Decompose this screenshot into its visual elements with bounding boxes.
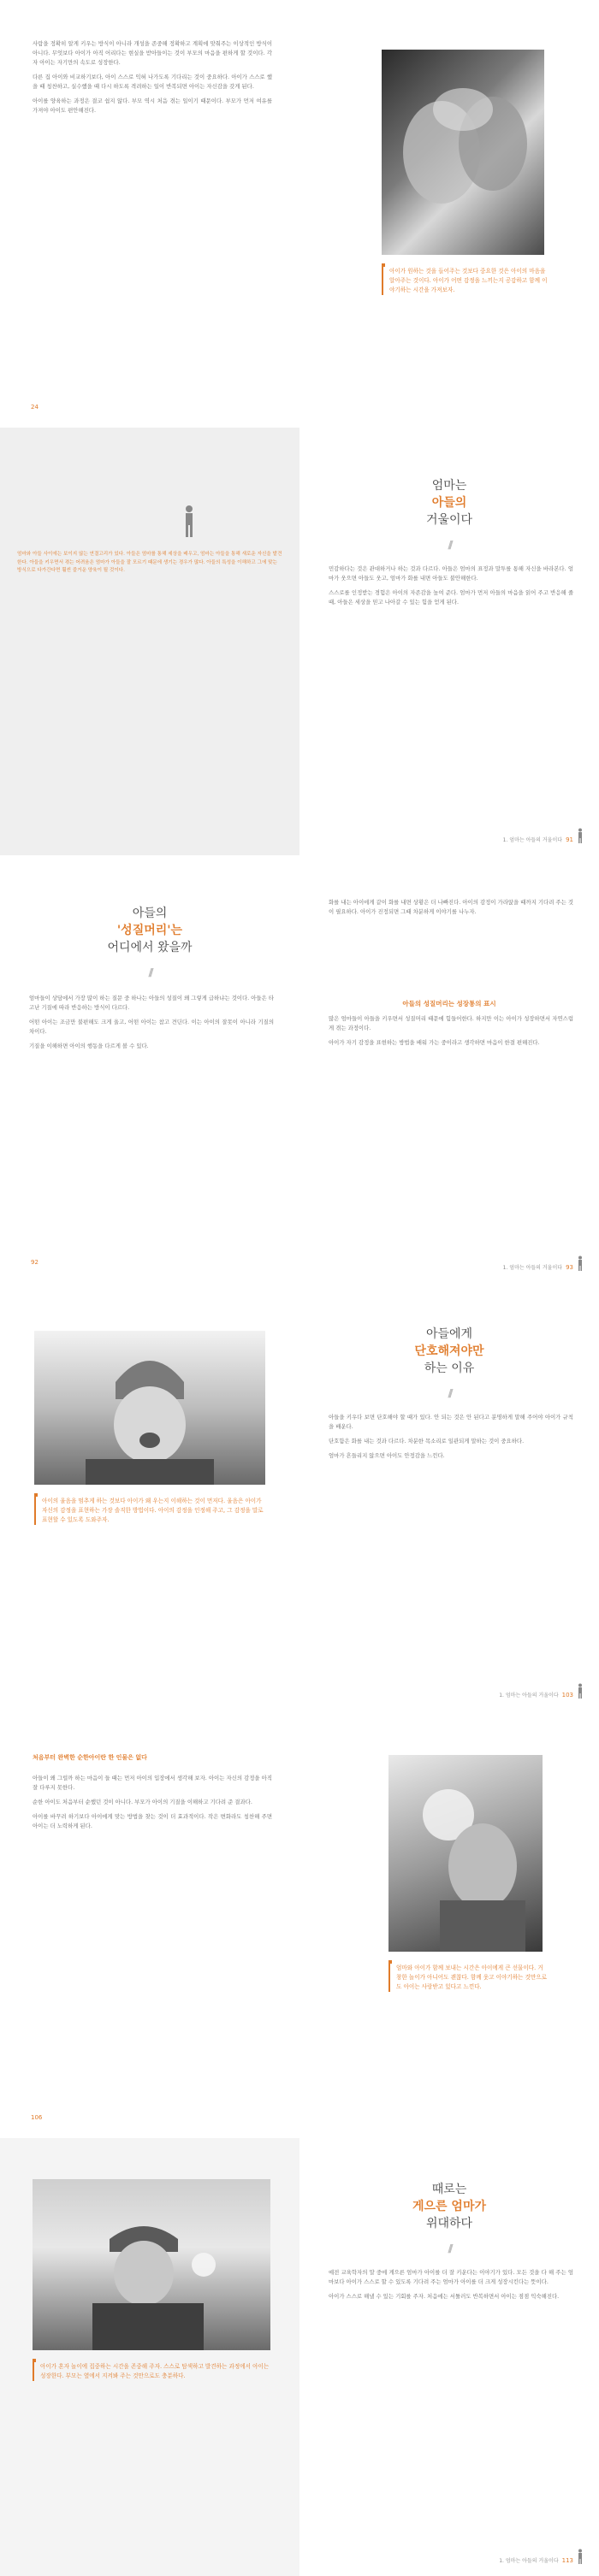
body-text	[33, 1774, 272, 1836]
paragraph: 예전 교육학자의 말 중에 게으른 엄마가 아이를 더 잘 키운다는 이야기가 있다. 모든 것을 다 해 주는 엄마보다 아이가 스스로 할 수 있도록 기다려 주는 엄마가 아이를 더 크게 성장시킨다는 뜻이다.	[329, 2269, 573, 2285]
body-text	[329, 2268, 573, 2307]
chapter-title	[0, 905, 300, 956]
title-line-3: 어디에서 왔을까	[107, 941, 193, 954]
page-113	[300, 2138, 599, 2576]
page-number: 92	[31, 1259, 39, 1266]
page-number: 91	[566, 836, 573, 843]
footer-text: 1. 엄마는 아들의 거울이다	[502, 837, 563, 843]
body-text	[33, 39, 272, 121]
person-figure-icon	[577, 828, 584, 843]
photo-child-blowing-dandelion	[33, 2179, 270, 2350]
paragraph: 기질을 이해하면 아이의 행동을 다르게 볼 수 있다.	[29, 1043, 149, 1049]
chapter-title	[300, 477, 599, 529]
person-figure-icon	[577, 1683, 584, 1699]
slash-ornament: ///	[448, 539, 451, 551]
photo-caption: 아이의 울음을 멈추게 하는 것보다 아이가 왜 우는지 이해하는 것이 먼저다. 울음은 아이가 자신의 감정을 표현하는 가장 솔직한 방법이다. 아이의 감정을 인정해 주고, 그 감정을 말로 표현할 수 있도록 도와주자.	[34, 1497, 265, 1525]
title-line-2: 아들의	[431, 496, 467, 510]
sub-heading: 아들의 성질머리는 성장통의 표시	[402, 1000, 496, 1007]
page-footer	[503, 828, 584, 843]
section-heading: 처음부터 완벽한 순한아이란 한 인물은 없다	[33, 1754, 147, 1761]
page-number: 93	[566, 1264, 573, 1271]
paragraph: 아이가 스스로 해낼 수 있는 기회를 주자. 처음에는 서툴러도 반복하면서 아이는 점점 익숙해진다.	[329, 2293, 560, 2300]
paragraph: 많은 엄마들이 아들을 키우면서 성질머리 때문에 힘들어한다. 하지만 이는 아이가 성장하면서 자연스럽게 겪는 과정이다.	[329, 1015, 573, 1031]
body-text	[329, 1413, 573, 1466]
paragraph: 화를 내는 아이에게 같이 화를 내면 상황은 더 나빠진다. 아이의 감정이 가라앉을 때까지 기다려 주는 것이 필요하다. 아이가 진정되면 그때 차분하게 이야기를 나누자.	[329, 899, 573, 915]
title-line-3: 위대하다	[425, 2217, 473, 2230]
page-number: 113	[561, 2557, 573, 2564]
person-figure-icon	[577, 1256, 584, 1271]
body-text-top	[329, 898, 573, 922]
photo-illustration	[388, 1755, 543, 1952]
footer-text: 1. 엄마는 아들의 거울이다	[502, 1265, 563, 1271]
slash-ornament: ///	[448, 2242, 451, 2254]
page-103	[300, 1283, 599, 1710]
paragraph: 순한 아이도 처음부터 순했던 것이 아니다. 부모가 아이의 기질을 이해하고 기다려 준 결과다.	[33, 1799, 252, 1805]
paragraph: 엄마들이 상담에서 가장 많이 하는 질문 중 하나는 아들의 성질이 왜 그렇게 급하냐는 것이다. 아들은 타고난 기질에 따라 반응하는 방식이 다르다.	[29, 995, 274, 1011]
page-112	[0, 2138, 300, 2576]
paragraph: 사람을 정확히 알게 키우는 방식이 아니라 개성을 존중해 정확하고 계획에 맞춰주는 이상적인 방식이 아니다. 무엇보다 아이가 아직 어리다는 현실을 받아들이는 것이 부모의 마음을 편하게 할 것이다. 각자 아이는 자기만의 속도로 성장한다.	[33, 40, 272, 66]
spread-5	[0, 1710, 599, 2138]
slash-ornament: ///	[448, 1387, 451, 1399]
paragraph: 아이를 양육하는 과정은 결코 쉽지 않다. 부모 역시 처음 겪는 일이기 때문이다. 부모가 먼저 여유를 가져야 아이도 편안해진다.	[33, 97, 272, 114]
photo-illustration	[33, 2179, 270, 2350]
body-text-bottom	[329, 1014, 573, 1053]
page-91	[300, 428, 599, 855]
paragraph: 어떤 아이는 조금만 불편해도 크게 울고, 어떤 아이는 참고 견딘다. 이는 아이의 잘못이 아니라 기질의 차이다.	[29, 1019, 274, 1035]
title-line-2: 단호해져야만	[414, 1344, 484, 1358]
intro-text: 엄마와 아들 사이에는 보이지 않는 연결고리가 있다. 아들은 엄마를 통해 세상을 배우고, 엄마는 아들을 통해 새로운 자신을 발견한다. 아들을 키우면서 겪는 어려움은 엄마가 아들을 잘 모르기 때문에 생기는 경우가 많다. 아들의 특성을 이해하고 그에 맞는 방식으로 다가간다면 훨씬 즐거운 양육이 될 것이다.	[17, 552, 282, 573]
spread-4	[0, 1283, 599, 1710]
person-figure-icon	[577, 2549, 584, 2564]
spread-3	[0, 855, 599, 1283]
page-footer	[499, 2549, 584, 2564]
footer-text: 1. 엄마는 아들의 거울이다	[499, 1693, 559, 1699]
paragraph: 민감하다는 것은 관대하거나 하는 것과 다르다. 아들은 엄마의 표정과 말투를 통해 자신을 바라본다. 엄마가 웃으면 아들도 웃고, 엄마가 화를 내면 아들도 불안해한다.	[329, 565, 573, 582]
chapter-title	[300, 1326, 599, 1377]
person-figure-icon	[181, 505, 197, 539]
page-107	[300, 1710, 599, 2138]
title-line-2: '성질머리'는	[116, 924, 183, 937]
footer-text: 1. 엄마는 아들의 거울이다	[499, 2558, 559, 2564]
spread-6	[0, 2138, 599, 2576]
page-25	[300, 0, 599, 428]
photo-child-with-flower	[388, 1755, 543, 1952]
page-footer	[503, 1256, 584, 1271]
page-number: 24	[31, 404, 39, 411]
page-footer	[499, 1683, 584, 1699]
paragraph: 아들이 왜 그럴까 하는 마음이 들 때는 먼저 아이의 입장에서 생각해 보자. 아이는 자신의 감정을 아직 잘 다루지 못한다.	[33, 1775, 272, 1791]
paragraph: 아이를 바꾸려 하기보다 아이에게 맞는 방법을 찾는 것이 더 효과적이다. 작은 변화라도 칭찬해 주면 아이는 더 노력하게 된다.	[33, 1813, 272, 1829]
body-text	[29, 994, 274, 1056]
title-line-3: 하는 이유	[424, 1362, 475, 1375]
paragraph: 엄마가 흔들리지 않으면 아이도 안정감을 느낀다.	[329, 1452, 445, 1459]
paragraph: 단호함은 화를 내는 것과 다르다. 차분한 목소리로 일관되게 말하는 것이 중요하다.	[329, 1438, 525, 1445]
paragraph: 다른 집 아이와 비교하기보다, 아이 스스로 익혀 나가도록 기다리는 것이 중요하다. 아이가 스스로 했을 때 칭찬하고, 실수했을 때 다시 하도록 격려하는 일이 반복되면 아이는 자신감을 갖게 된다.	[33, 74, 272, 90]
page-93	[300, 855, 599, 1283]
chapter-title	[300, 2181, 599, 2232]
photo-illustration	[382, 50, 544, 255]
page-number: 106	[31, 2114, 43, 2121]
paragraph: 스스로를 인정받는 경험은 아이의 자존감을 높여 준다. 엄마가 먼저 아들의 마음을 읽어 주고 반응해 줄 때, 아들은 세상을 믿고 나아갈 수 있는 힘을 얻게 된다.	[329, 589, 573, 606]
photo-illustration	[34, 1331, 265, 1485]
title-line-1: 아들에게	[425, 1327, 473, 1341]
paragraph: 아이가 자기 감정을 표현하는 방법을 배워 가는 중이라고 생각하면 마음이 한결 편해진다.	[329, 1039, 540, 1046]
photo-mother-child	[382, 50, 544, 255]
spread-2	[0, 428, 599, 855]
title-line-1: 엄마는	[431, 479, 467, 493]
page-102	[0, 1283, 300, 1710]
title-line-1: 때로는	[431, 2183, 467, 2196]
page-106	[0, 1710, 300, 2138]
title-line-3: 거울이다	[425, 513, 473, 527]
page-92	[0, 855, 300, 1283]
spread-1	[0, 0, 599, 428]
photo-crying-child	[34, 1331, 265, 1485]
photo-caption: 아이가 혼자 놀이에 집중하는 시간을 존중해 주자. 스스로 탐색하고 발견하는 과정에서 아이는 성장한다. 부모는 옆에서 지켜봐 주는 것만으로도 충분하다.	[33, 2362, 270, 2381]
title-line-1: 아들의	[132, 907, 168, 920]
photo-caption: 아이가 원하는 것을 들어주는 것보다 중요한 것은 아이의 마음을 알아주는 것이다. 아이가 어떤 감정을 느끼는지 공감하고 함께 이야기하는 시간을 가져보자.	[382, 267, 549, 295]
slash-ornament: ///	[148, 966, 151, 978]
photo-caption: 엄마와 아이가 함께 보내는 시간은 아이에게 큰 선물이다. 거창한 놀이가 아니어도 괜찮다. 함께 웃고 이야기하는 것만으로도 아이는 사랑받고 있다고 느낀다.	[388, 1964, 547, 1992]
paragraph: 아들을 키우다 보면 단호해야 할 때가 있다. 안 되는 것은 안 된다고 분명하게 말해 주어야 아이가 규칙을 배운다.	[329, 1414, 573, 1430]
title-line-2: 게으른 엄마가	[412, 2200, 487, 2213]
page-90	[0, 428, 300, 855]
page-24	[0, 0, 300, 428]
page-number: 103	[561, 1692, 573, 1699]
body-text	[329, 564, 573, 612]
